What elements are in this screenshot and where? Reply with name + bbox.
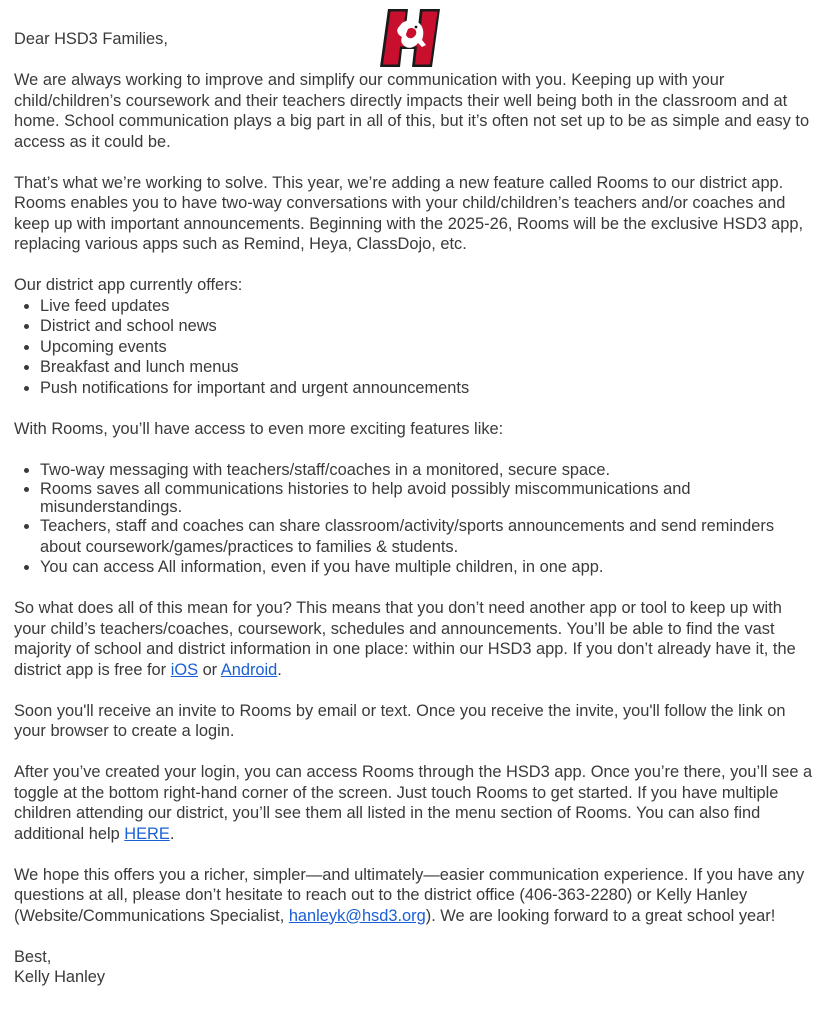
greeting: Dear HSD3 Families,: [14, 30, 168, 48]
contact-end-text: ). We are looking forward to a great school year!: [425, 906, 776, 925]
login-text: After you’ve created your login, you can access Rooms through the HSD3 app. Once you’re there, you’ll see a toggle at the bottom right-hand corner of the screen. Just touch Rooms to get started. If you have multiple children attending our district, you’ll see them all listed in the menu section of Rooms. You can also find additional help: [14, 763, 813, 843]
paragraph-rooms-feature: That’s what we’re working to solve. This year, we’re adding a new feature called Rooms to our district app. Rooms enables you to have two-way conversations with your child/children’s teachers and/or coaches and keep up with important announcements. Beginning with the 2025-26, Rooms will be the exclusive HSD3 app, replacing various apps such as Remind, Heya, ClassDojo, etc.: [14, 173, 804, 253]
paragraph-invite: Soon you'll receive an invite to Rooms by email or text. Once you receive the invite, you'll follow the link on your browser to create a login.: [14, 701, 786, 740]
ios-link[interactable]: iOS: [170, 660, 199, 679]
letter-body: [14, 29, 814, 988]
list-item: • Two-way messaging with teachers/staff/coaches in a monitored, secure space.: [40, 460, 814, 481]
list-item: • District and school news: [40, 316, 814, 337]
list-item: • Teachers, staff and coaches can share classroom/activity/sports announcements and send reminders about coursework/games/practices to families & students.: [40, 516, 814, 557]
or-text: or: [198, 660, 221, 679]
list-item: • You can access All information, even if you have multiple children, in one app.: [40, 557, 814, 578]
signature: Kelly Hanley: [14, 968, 106, 986]
paragraph-meaning: [14, 598, 814, 680]
paragraph-login: [14, 762, 814, 844]
list-item: • Breakfast and lunch menus: [40, 357, 814, 378]
contact-text: We hope this offers you a richer, simpler—and ultimately—easier communication experience. If you have any questions at all, please don’t hesitate to reach out to the district office (406-363-2280) or Kelly Hanley (Website/Communications Specialist,: [14, 865, 805, 925]
meaning-text: So what does all of this mean for you? This means that you don’t need another app or tool to keep up with your child’s teachers/coaches, coursework, schedules and announcements. You’ll be able to find the vast majority of school and district information in one place: within our HSD3 app. If you don’t already have it, the district app is free for: [14, 599, 796, 679]
offers-intro: Our district app currently offers:: [14, 276, 243, 294]
rooms-intro: With Rooms, you’ll have access to even more exciting features like:: [14, 419, 504, 438]
paragraph-contact: [14, 865, 814, 927]
email-link[interactable]: hanleyk@hsd3.org: [288, 906, 426, 925]
help-link[interactable]: HERE: [124, 824, 170, 843]
list-item: • Live feed updates: [40, 296, 814, 317]
android-link[interactable]: Android: [220, 660, 278, 679]
closing: Best,: [14, 947, 52, 966]
period-text: .: [169, 824, 175, 843]
offers-list: [14, 296, 814, 399]
period-text: .: [277, 660, 282, 679]
paragraph-intro: We are always working to improve and simplify our communication with you. Keeping up with your child/children’s coursework and their teachers directly impacts their well being both in the classroom and at home. School communication plays a big part in all of this, but it’s often not set up to be as simple and easy to access as it could be.: [14, 71, 810, 151]
list-item: • Push notifications for important and urgent announcements: [40, 378, 814, 399]
rooms-features-list: [14, 460, 814, 578]
list-item: • Rooms saves all communications histories to help avoid possibly miscommunications and misunderstandings.: [40, 480, 814, 516]
list-item: • Upcoming events: [40, 337, 814, 358]
logo-mascot-eye: [415, 26, 418, 29]
